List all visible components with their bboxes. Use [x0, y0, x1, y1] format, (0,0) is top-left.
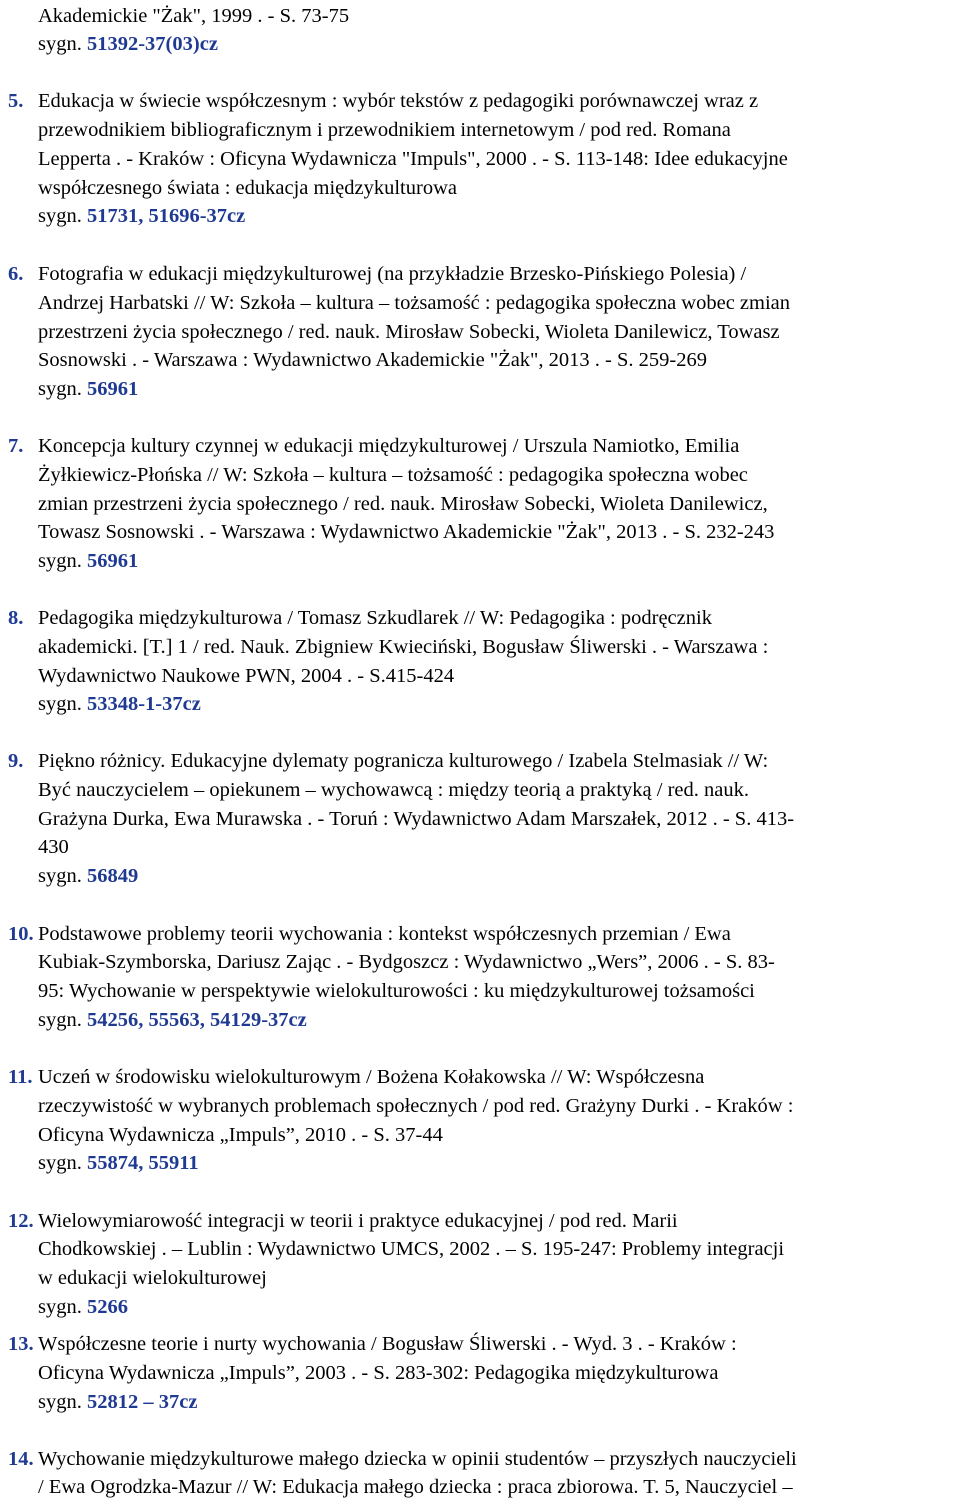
entry-line: Fotografia w edukacji międzykulturowej (na przykładzie Brzesko-Pińskiego Polesia) / [38, 263, 747, 285]
entry-line: Pedagogika międzykulturowa / Tomasz Szkudlarek // W: Pedagogika : podręcznik [38, 607, 712, 629]
prev-entry-line: Akademickie "Żak", 1999 . - S. 73-75 [38, 5, 350, 27]
entry-sygn: sygn. 54256, 55563, 54129-37cz [38, 1009, 307, 1031]
entry-sygn: sygn. 53348-1-37cz [38, 693, 201, 715]
entry-sygn: sygn. 56849 [38, 865, 139, 887]
entry-line: w edukacji wielokulturowej [38, 1267, 267, 1289]
entry-line: Wielowymiarowość integracji w teorii i praktyce edukacyjnej / pod red. Marii [38, 1210, 678, 1232]
entry-number: 5. [8, 90, 24, 112]
entry-line: Żyłkiewicz-Płońska // W: Szkoła – kultura – tożsamość : pedagogika społeczna wobec [38, 464, 748, 486]
entry-line: Sosnowski . - Warszawa : Wydawnictwo Akademickie "Żak", 2013 . - S. 259-269 [38, 349, 707, 371]
entry-number: 13. [8, 1333, 34, 1355]
entry-line: Towasz Sosnowski . - Warszawa : Wydawnictwo Akademickie "Żak", 2013 . - S. 232-243 [38, 521, 775, 543]
entry-number: 12. [8, 1210, 34, 1232]
entry-line: Chodkowskiej . – Lublin : Wydawnictwo UMCS, 2002 . – S. 195-247: Problemy integracji [38, 1238, 785, 1260]
entry-sygn: sygn. 56961 [38, 378, 139, 400]
entry-number: 10. [8, 923, 34, 945]
entry-line: Koncepcja kultury czynnej w edukacji międzykulturowej / Urszula Namiotko, Emilia [38, 435, 740, 457]
entry-line: zmian przestrzeni życia społecznego / red. nauk. Mirosław Sobecki, Wioleta Danilewicz, [38, 493, 768, 515]
entry-line: akademicki. [T.] 1 / red. Nauk. Zbigniew Kwieciński, Bogusław Śliwerski . - Warszawa : [38, 636, 769, 658]
entry-line: Lepperta . - Kraków : Oficyna Wydawnicza "Impuls", 2000 . - S. 113-148: Idee edukacyjne [38, 148, 788, 170]
entry-line: rzeczywistość w wybranych problemach społecznych / pod red. Grażyny Durki . - Kraków : [38, 1095, 794, 1117]
entry-line: Podstawowe problemy teorii wychowania : kontekst współczesnych przemian / Ewa [38, 923, 731, 945]
entry-line: Wychowanie międzykulturowe małego dziecka w opinii studentów – przyszłych nauczycieli [38, 1448, 797, 1470]
entry-line: Kubiak-Szymborska, Dariusz Zając . - Bydgoszcz : Wydawnictwo „Wers”, 2006 . - S. 83- [38, 951, 775, 973]
entry-number: 8. [8, 607, 24, 629]
entry-sygn: sygn. 56961 [38, 550, 139, 572]
entry-line: przestrzeni życia społecznego / red. nauk. Mirosław Sobecki, Wioleta Danilewicz, Towasz [38, 321, 780, 343]
entry-number: 14. [8, 1448, 34, 1470]
entry-line: Edukacja w świecie współczesnym : wybór tekstów z pedagogiki porównawczej wraz z [38, 90, 759, 112]
entry-line: Współczesne teorie i nurty wychowania / Bogusław Śliwerski . - Wyd. 3 . - Kraków : [38, 1333, 737, 1355]
entry-sygn: sygn. 5266 [38, 1296, 128, 1318]
entry-number: 7. [8, 435, 24, 457]
entry-line: przewodnikiem bibliograficznym i przewodnikiem internetowym / pod red. Romana [38, 119, 731, 141]
entry-line: Andrzej Harbatski // W: Szkoła – kultura – tożsamość : pedagogika społeczna wobec zmian [38, 292, 791, 314]
entry-number: 6. [8, 263, 24, 285]
entry-number: 11. [8, 1066, 33, 1088]
entry-line: Uczeń w środowisku wielokulturowym / Bożena Kołakowska // W: Współczesna [38, 1066, 705, 1088]
entry-line: współczesnego świata : edukacja międzykulturowa [38, 177, 457, 199]
entry-sygn: sygn. 51731, 51696-37cz [38, 205, 246, 227]
entry-number: 9. [8, 750, 24, 772]
prev-entry-sygn: sygn. 51392-37(03)cz [38, 33, 218, 55]
entry-line: Wydawnictwo Naukowe PWN, 2004 . - S.415-424 [38, 665, 455, 687]
entry-line: 430 [38, 836, 69, 858]
entry-line: Oficyna Wydawnicza „Impuls”, 2010 . - S. 37-44 [38, 1124, 443, 1146]
entry-line: Piękno różnicy. Edukacyjne dylematy pogranicza kulturowego / Izabela Stelmasiak // W: [38, 750, 769, 772]
entry-line: Być nauczycielem – opiekunem – wychowawcą : między teorią a praktyką / red. nauk. [38, 779, 749, 801]
entry-line: Oficyna Wydawnicza „Impuls”, 2003 . - S. 283-302: Pedagogika międzykulturowa [38, 1362, 719, 1384]
entry-line: / Ewa Ogrodzka-Mazur // W: Edukacja małego dziecka : praca zbiorowa. T. 5, Nauczyciel – [38, 1476, 793, 1498]
entry-line: Grażyna Durka, Ewa Murawska . - Toruń : Wydawnictwo Adam Marszałek, 2012 . - S. 413- [38, 808, 795, 830]
entry-sygn: sygn. 52812 – 37cz [38, 1391, 198, 1413]
entry-sygn: sygn. 55874, 55911 [38, 1152, 199, 1174]
entry-line: 95: Wychowanie w perspektywie wielokulturowości : ku międzykulturowej tożsamości [38, 980, 755, 1002]
